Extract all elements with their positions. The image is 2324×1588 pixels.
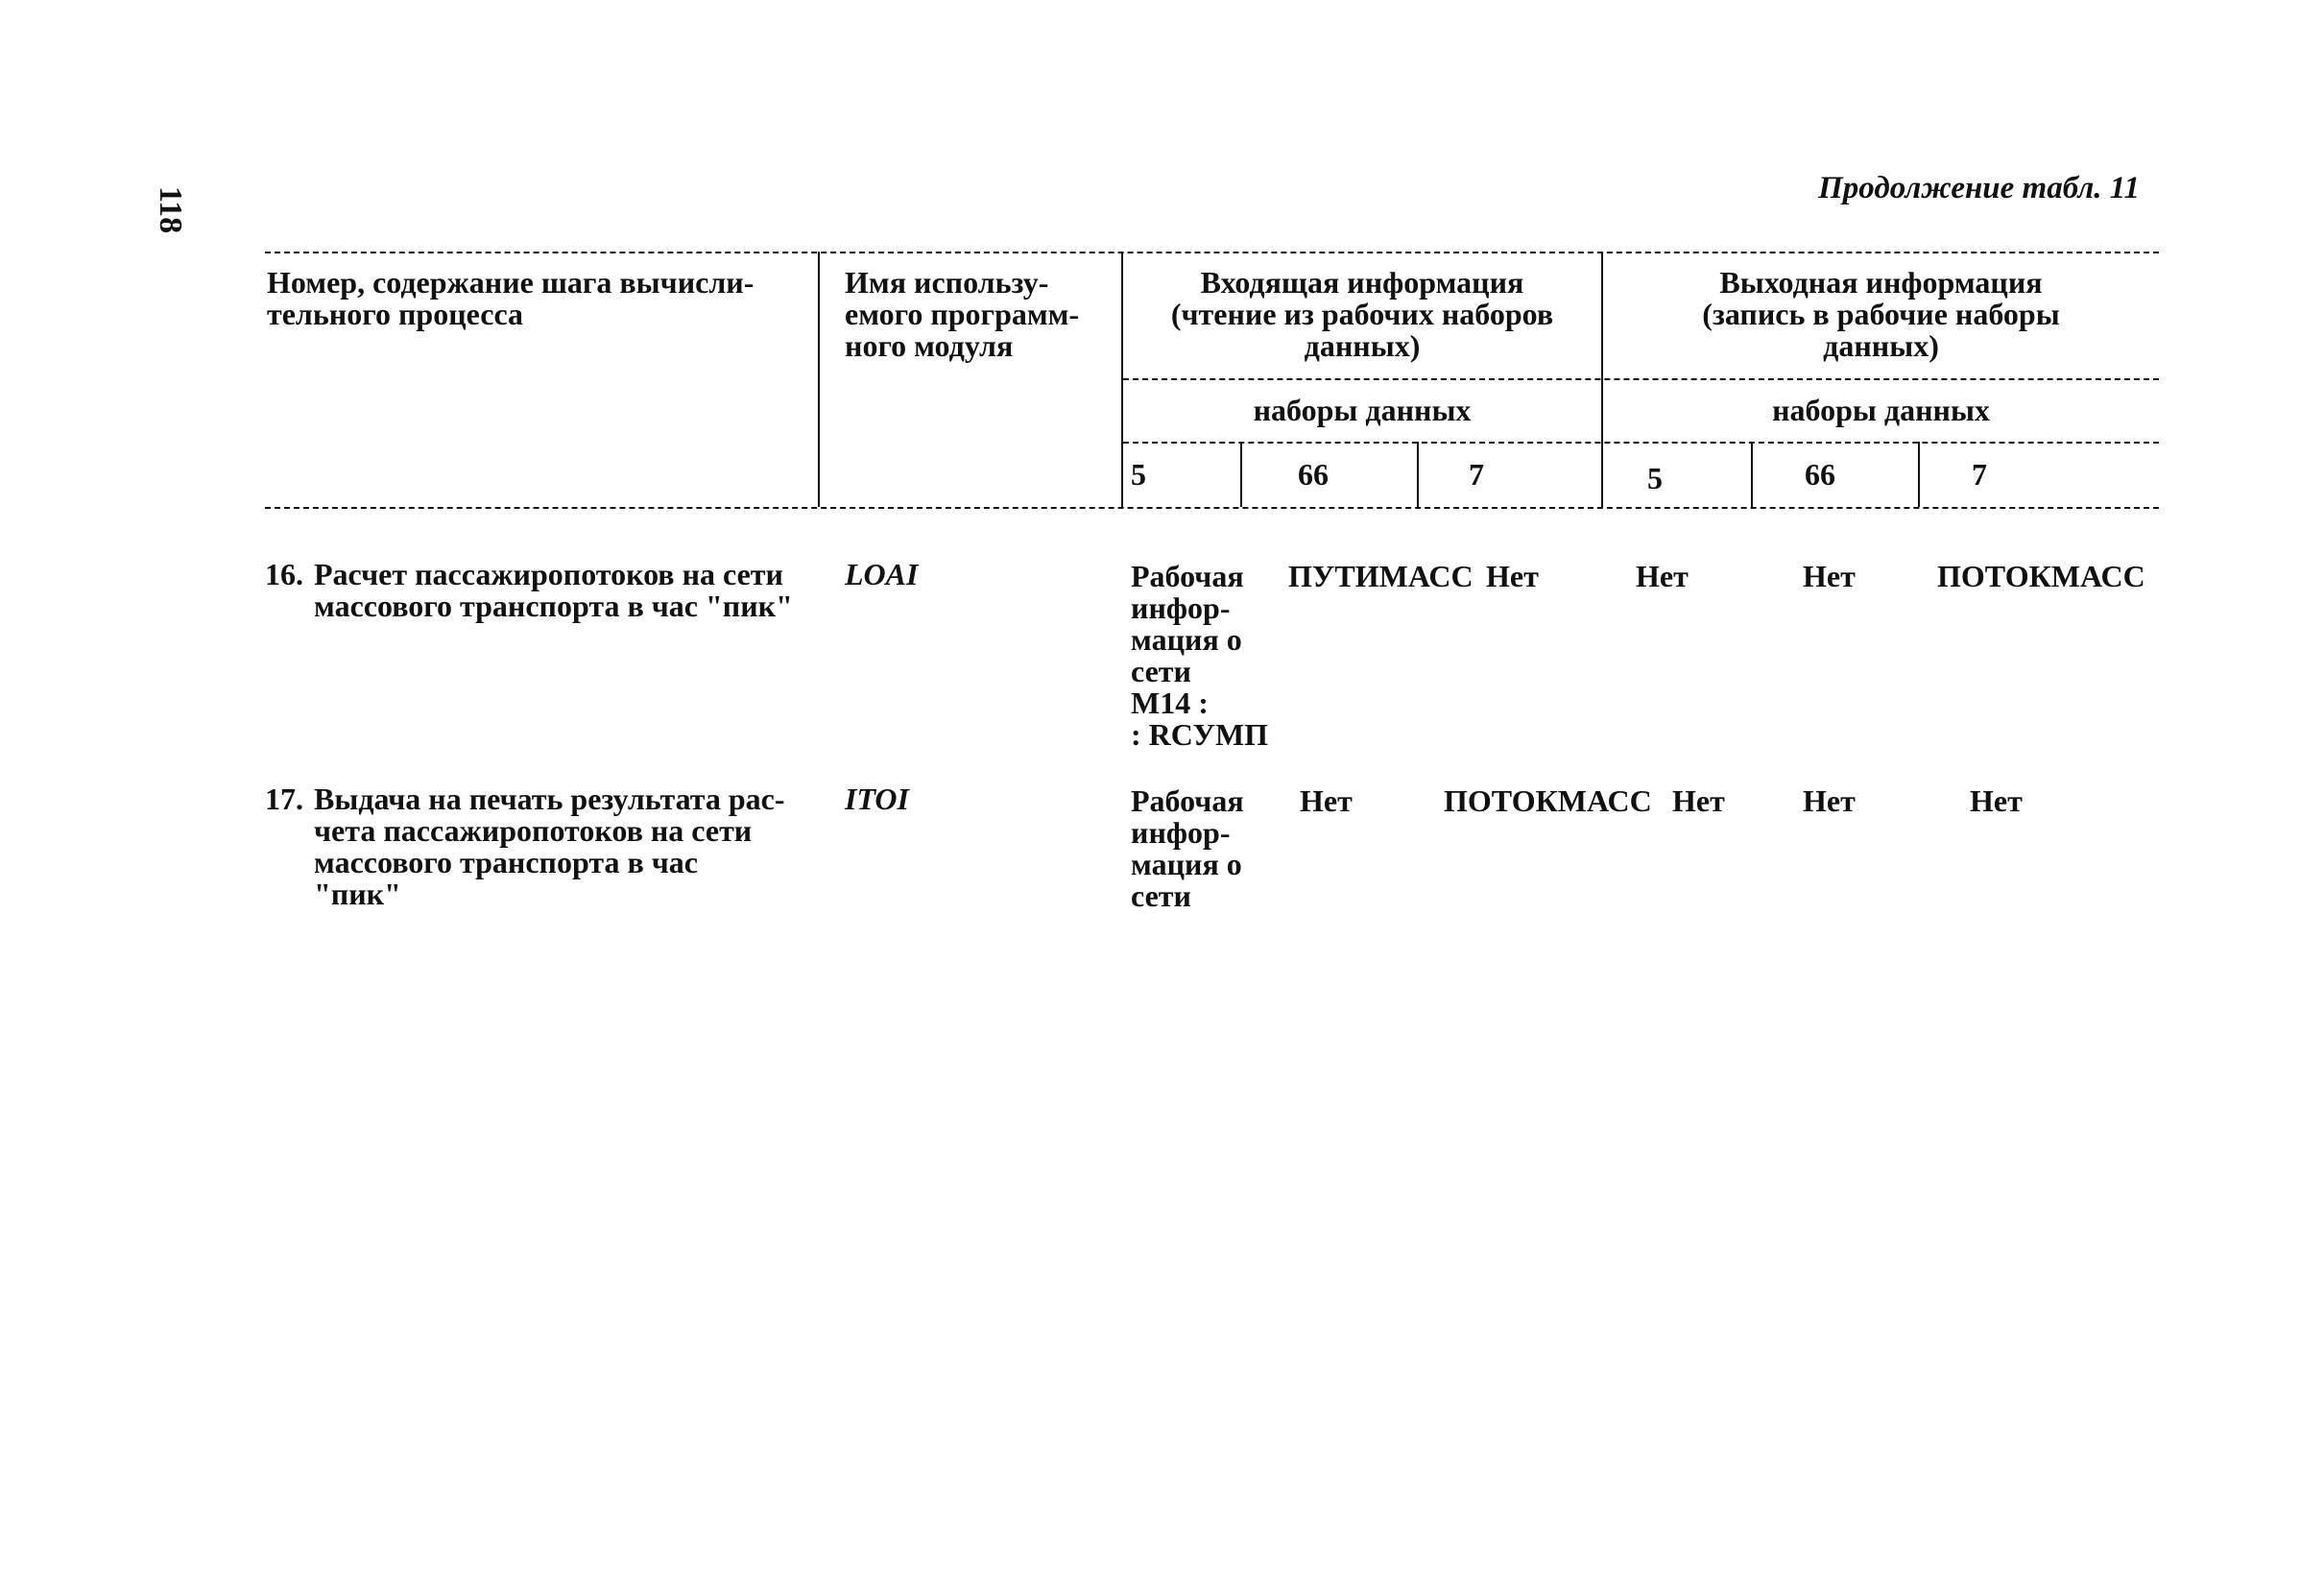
subcolumn-divider-out-66: [1751, 442, 1753, 507]
header-module-column: Имя использу- емого программ- ного модуля: [845, 265, 1080, 363]
header-in-66: 66: [1298, 457, 1329, 492]
header-in-5: 5: [1131, 457, 1146, 492]
row-module: LOAI: [845, 557, 919, 591]
row-input-66: Нет: [1300, 783, 1353, 818]
group-header-rule: [1123, 378, 2159, 380]
table-top-rule: [265, 252, 2159, 253]
header-output-column: Выходная информация (запись в рабочие наборы данных): [1702, 265, 2060, 363]
header-out-5: 5: [1647, 461, 1663, 495]
row-module: ITOI: [845, 782, 909, 816]
page-number: 118: [153, 186, 188, 234]
header-input-datasets: наборы данных: [1253, 393, 1472, 427]
row-number: 16.: [265, 557, 303, 591]
row-input-66: ПУТИМАСС: [1288, 559, 1473, 593]
row-input-7: ПОТОКМАСС: [1444, 783, 1652, 818]
row-output-7: Нет: [1970, 783, 2023, 818]
row-number: 17.: [265, 782, 303, 816]
header-input-column: Входящая информация (чтение из рабочих наборов данных): [1170, 265, 1554, 363]
row-output-5: Нет: [1636, 559, 1689, 593]
header-step-column: Номер, содержание шага вычисли- тельного процесса: [267, 265, 755, 331]
table-caption: Продолжение табл. 11: [1818, 171, 2140, 205]
row-input-5: Рабочая инфор- мация о сети М14 : : RСУМП: [1131, 559, 1269, 752]
row-description: Выдача на печать результата рас- чета пассажиропотоков на сети массового транспорта в час "пик": [314, 782, 785, 911]
datasets-rule: [1123, 442, 2159, 444]
row-output-7: ПОТОКМАСС: [1937, 559, 2145, 593]
header-out-66: 66: [1805, 457, 1835, 492]
subcolumn-divider-out-7: [1918, 442, 1920, 507]
row-output-5: Нет: [1672, 783, 1725, 818]
subcolumn-divider-in-66: [1240, 442, 1242, 507]
header-in-7: 7: [1469, 457, 1484, 492]
header-bottom-rule: [265, 507, 2159, 509]
subcolumn-divider-in-7: [1417, 442, 1419, 507]
row-input-5: Рабочая инфор- мация о сети: [1131, 783, 1244, 913]
header-out-7: 7: [1972, 457, 1987, 492]
row-input-7: Нет: [1486, 559, 1539, 593]
header-output-datasets: наборы данных: [1772, 393, 1990, 427]
row-description: Расчет пассажиропотоков на сети массового транспорта в час "пик": [314, 557, 793, 623]
row-output-66: Нет: [1803, 559, 1856, 593]
column-divider-module: [818, 252, 820, 507]
row-output-66: Нет: [1803, 783, 1856, 818]
